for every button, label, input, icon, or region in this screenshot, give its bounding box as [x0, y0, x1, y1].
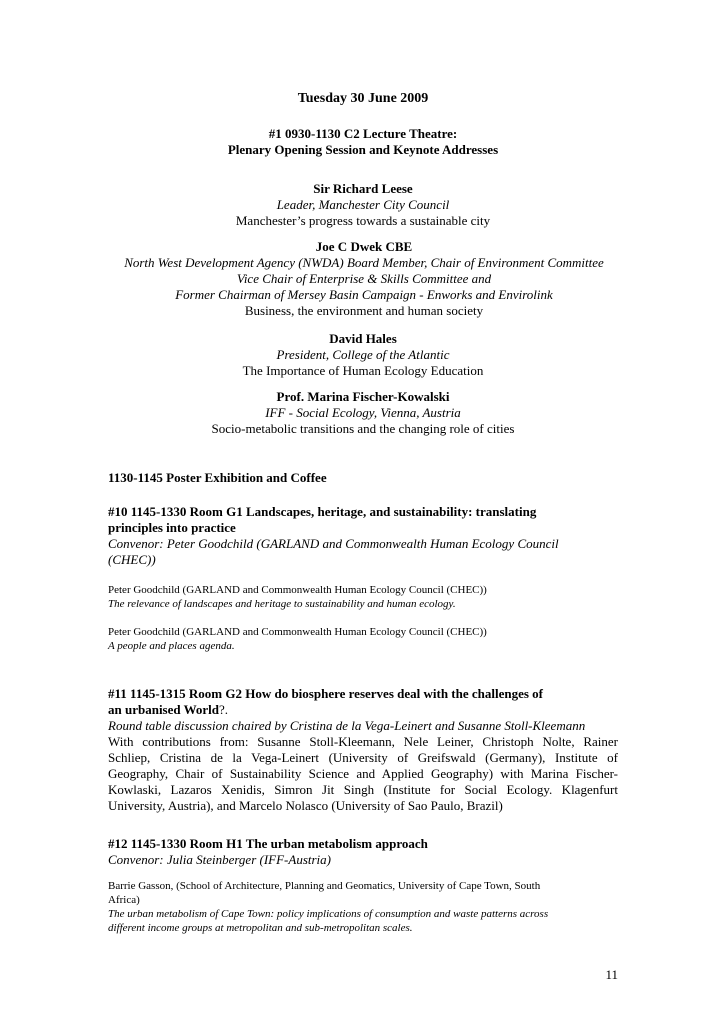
- speaker-block: [108, 331, 618, 379]
- speaker-name: David Hales: [329, 331, 397, 346]
- speaker-name: Prof. Marina Fischer-Kowalski: [276, 389, 450, 404]
- plenary-heading-line1: #1 0930-1130 C2 Lecture Theatre:: [268, 126, 458, 141]
- session-contributors: Geography, Chair of Sustainability Science and Applied Geography) with Marina Fischer-: [108, 766, 618, 781]
- speaker-name: Sir Richard Leese: [313, 181, 413, 196]
- paper-author: Peter Goodchild (GARLAND and Commonwealth Human Ecology Council (CHEC)): [108, 626, 487, 638]
- session-10: [108, 504, 618, 568]
- session-heading-tail: ?.: [219, 702, 229, 717]
- session-convenor: (CHEC)): [108, 552, 156, 567]
- paper-author: Peter Goodchild (GARLAND and Commonwealth Human Ecology Council (CHEC)): [108, 584, 487, 596]
- paper-title: different income groups at metropolitan and sub-metropolitan scales.: [108, 922, 413, 934]
- speaker-talk-title: Socio-metabolic transitions and the changing role of cities: [211, 421, 515, 436]
- session-11: [108, 686, 618, 814]
- paper-entry: [108, 879, 618, 935]
- session-12: [108, 836, 618, 868]
- session-convenor: Convenor: Julia Steinberger (IFF-Austria): [108, 852, 331, 867]
- speaker-affiliation: North West Development Agency (NWDA) Board Member, Chair of Environment Committee: [124, 255, 604, 270]
- speaker-name: Joe C Dwek CBE: [315, 239, 413, 254]
- speaker-block: [100, 239, 628, 319]
- session-contributors: Kowlaski, Lazaros Xenidis, Simron Jit Singh (Institute for Social Ecology. Klagenfurt: [108, 782, 618, 797]
- paper-title: The relevance of landscapes and heritage to sustainability and human ecology.: [108, 598, 456, 610]
- session-heading-bold: an urbanised World: [108, 702, 220, 717]
- speaker-block: [108, 389, 618, 437]
- speaker-talk-title: The Importance of Human Ecology Education: [242, 363, 484, 378]
- speaker-talk-title: Business, the environment and human society: [244, 303, 484, 318]
- session-contributors: With contributions from: Susanne Stoll-Kleemann, Nele Leiner, Christoph Nolte, Rainer: [108, 734, 618, 749]
- speaker-affiliation: President, College of the Atlantic: [276, 347, 450, 362]
- session-heading: #11 1145-1315 Room G2 How do biosphere reserves deal with the challenges of: [108, 686, 544, 701]
- session-heading: [108, 702, 618, 718]
- speaker-affiliation: IFF - Social Ecology, Vienna, Austria: [265, 405, 461, 420]
- paper-author: Barrie Gasson, (School of Architecture, Planning and Geomatics, University of Cape Town, South: [108, 880, 541, 892]
- session-chair: Round table discussion chaired by Cristina de la Vega-Leinert and Susanne Stoll-Kleemann: [108, 718, 586, 733]
- session-heading: #10 1145-1330 Room G1 Landscapes, heritage, and sustainability: translating: [108, 504, 537, 519]
- speaker-block: [108, 181, 618, 229]
- session-contributors: University, Austria), and Marcelo Nolasco (University of Sao Paulo, Brazil): [108, 798, 503, 813]
- speaker-affiliation: Former Chairman of Mersey Basin Campaign - Enworks and Envirolink: [175, 287, 553, 302]
- page-number: 11: [605, 967, 618, 982]
- plenary-heading-line2: Plenary Opening Session and Keynote Addresses: [227, 142, 499, 157]
- session-convenor: Convenor: Peter Goodchild (GARLAND and Commonwealth Human Ecology Council: [108, 536, 559, 551]
- paper-entry: [108, 583, 618, 611]
- plenary-heading: [108, 126, 618, 158]
- session-contributors: Schliep, Cristina de la Vega-Leinert (University of Greifswald (Germany), Institute of: [108, 750, 618, 765]
- paper-title: The urban metabolism of Cape Town: policy implications of consumption and waste patterns across: [108, 908, 549, 920]
- session-heading: #12 1145-1330 Room H1 The urban metabolism approach: [108, 836, 428, 851]
- paper-author: Africa): [108, 894, 140, 906]
- paper-title: A people and places agenda.: [108, 640, 235, 652]
- speaker-talk-title: Manchester’s progress towards a sustainable city: [235, 213, 491, 228]
- session-heading: principles into practice: [108, 520, 236, 535]
- poster-heading: 1130-1145 Poster Exhibition and Coffee: [108, 470, 327, 485]
- day-title: Tuesday 30 June 2009: [297, 91, 429, 106]
- paper-entry: [108, 625, 618, 653]
- speaker-affiliation: Leader, Manchester City Council: [276, 197, 450, 212]
- speaker-affiliation: Vice Chair of Enterprise & Skills Committee and: [236, 271, 492, 286]
